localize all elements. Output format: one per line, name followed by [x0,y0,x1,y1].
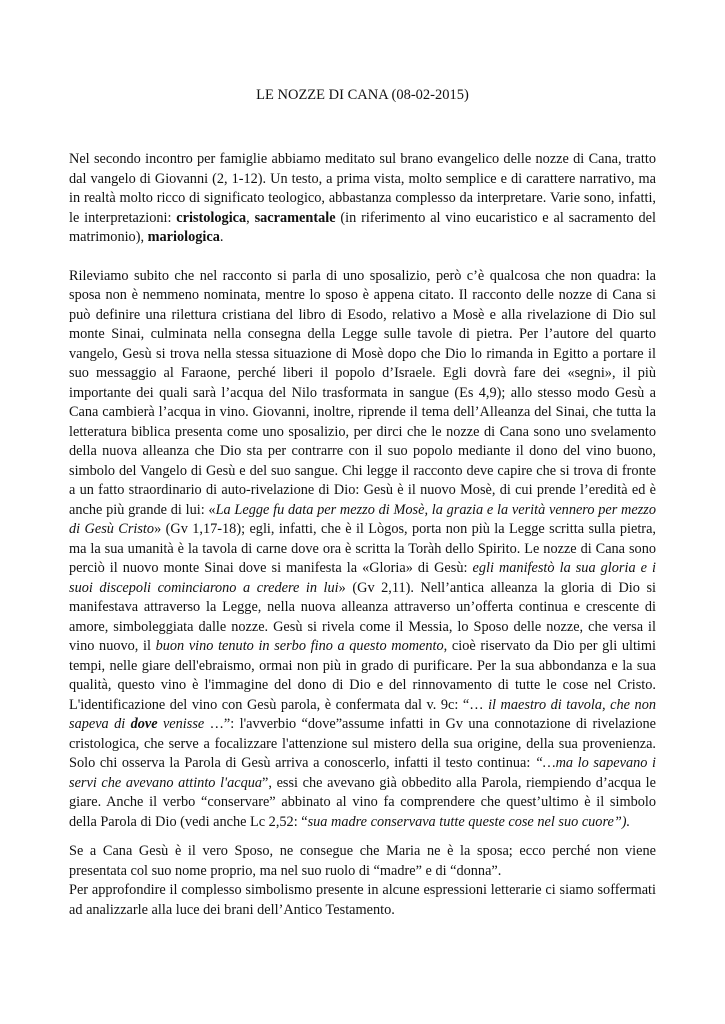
bold-italic-word: dove [130,716,158,732]
paragraph-intro [69,150,656,248]
italic-quote: egli manifestò la sua gloria e i suoi discepoli cominciarono a credere in lui [69,560,656,596]
text-run: Rileviamo subito che nel racconto si parla di uno sposalizio, però c’è qualcosa che non quadra: la sposa non è nemmeno nominata, mentre lo sposo è appena citato. Il racconto delle nozze di Cana si può definire una rilettura cristiana del libro di Esodo, relativo a Mosè e alla rivelazione di Dio sul monte Sinai, culminata nella consegna della Legge sulle tavole di pietra. Per l’autore del quarto vangelo, Gesù si trova nella stessa situazione di Mosè dopo che Dio lo rimanda in Egitto a portare il suo messaggio al Faraone, perché liberi il popolo d’Israele. Egli dovrà fare dei «segni», il più importante dei quali sarà l’acqua del Nilo trasformata in sangue (Es 4,9); allo stesso modo Gesù a Cana cambierà l’acqua in vino. Giovanni, inoltre, riprende il tema dell’Alleanza del Sinai, che tutta la letteratura biblica presenta come uno sposalizio, per dirci che le nozze di Cana sono uno svelamento della nuova alleanza che Dio sta per contrarre con il suo popolo mediante il dono del vino buono, simbolo del Vangelo di Gesù e del suo sangue. Chi legge il racconto deve capire che si trova di fronte a un fatto straordinario di auto-rivelazione di Dio: Gesù è il nuovo Mosè, di cui prende l’eredità ed è anche più grande di lui: « [69,267,656,518]
italic-quote: “…ma lo sapevano i servi che avevano attinto l'acqua [69,755,656,791]
page-title: LE NOZZE DI CANA (08-02-2015) [256,87,469,103]
text-run: ”, essi che avevano già obbedito alla Parola, riempiendo d’acqua le giare. Anche il verbo “conservare” abbinato al vino fa comprendere che quest’ultimo è il simbolo della Parola di Dio (vedi anche Lc 2,52: “ [69,774,656,830]
bold-term-mariologica: mariologica [147,229,220,245]
text-run: (in riferimento al vino eucaristico e al sacramento del matrimonio), [69,209,656,245]
text-run: . [219,229,224,245]
text-run: …”: l'avverbio “dove”assume infatti in Gv una connotazione di rivelazione cristologica, che serve a focalizzare l'attenzione sul mistero della sua origine, della sua provenienza. Solo chi osserva la Parola di Gesù arriva a conoscerlo, infatti il testo continua: [69,716,656,771]
italic-quote: buon vino tenuto in serbo fino a questo momento [155,638,444,654]
italic-quote: venisse [157,716,205,732]
italic-quote: il maestro di tavola, che non sapeva di [69,696,657,732]
text-run: , cioè riservato da Dio per gli ultimi tempi, nelle giare dell'ebraismo, ormai non più in grado di purificare. Per la sua abbondanza e la sua qualità, questo vino è l'immagine del dono di Dio e del rinnovamento di tutte le cose nel Cristo. L'identificazione del vino con Gesù parola, è confermata dal v. 9c: “… [69,638,656,713]
bold-term-cristologica: cristologica [176,209,247,226]
italic-quote: sua madre conservava tutte queste cose nel suo cuore”). [307,813,631,830]
paragraph-conclusion: Per approfondire il complesso simbolismo presente in alcune espressioni letterarie ci siamo soffermati ad analizzarle alla luce dei brani dell’Antico Testamento. [69,882,656,918]
paragraph-maria: Se a Cana Gesù è il vero Sposo, ne consegue che Maria ne è la sposa; ecco perché non viene presentata col suo nome proprio, ma nel suo ruolo di “madre” e di “donna”. [69,843,656,879]
italic-quote: La Legge fu data per mezzo di Mosè, la grazia e la verità vennero per mezzo di Gesù Cristo [69,501,656,537]
text-run: Nel secondo incontro per famiglie abbiamo meditato sul brano evangelico delle nozze di Cana, tratto dal vangelo di Giovanni (2, 1-12). Un testo, a prima vista, molto semplice e di carattere narrativo, ma in realtà molto ricco di significato teologico, abbastanza complesso da interpretare. Varie sono, infatti, le interpretazioni: [69,151,656,226]
paragraph-analysis [69,267,656,833]
text-run: , [246,209,255,226]
bold-term-sacramentale: sacramentale [254,209,336,226]
text-run: » (Gv 1,17-18); egli, infatti, che è il Lògos, porta non più la Legge scritta sulla pietra, ma la sua umanità è la tavola di carne dove ora è scritta la Toràh dello Spirito. Le nozze di Cana sono perciò il nuovo monte Sinai dove si manifesta la «Gloria» di Gesù: [69,521,656,576]
text-run: » (Gv 2,11). Nell’antica alleanza la gloria di Dio si manifestava attraverso la Legge, nella nuova alleanza attraverso un’offerta continua e crescente di amore, simboleggiata dalle nozze. Gesù si rivela come il Messia, lo Sposo delle nozze, che versa il vino nuovo, il [69,579,656,654]
document-body [69,150,656,920]
